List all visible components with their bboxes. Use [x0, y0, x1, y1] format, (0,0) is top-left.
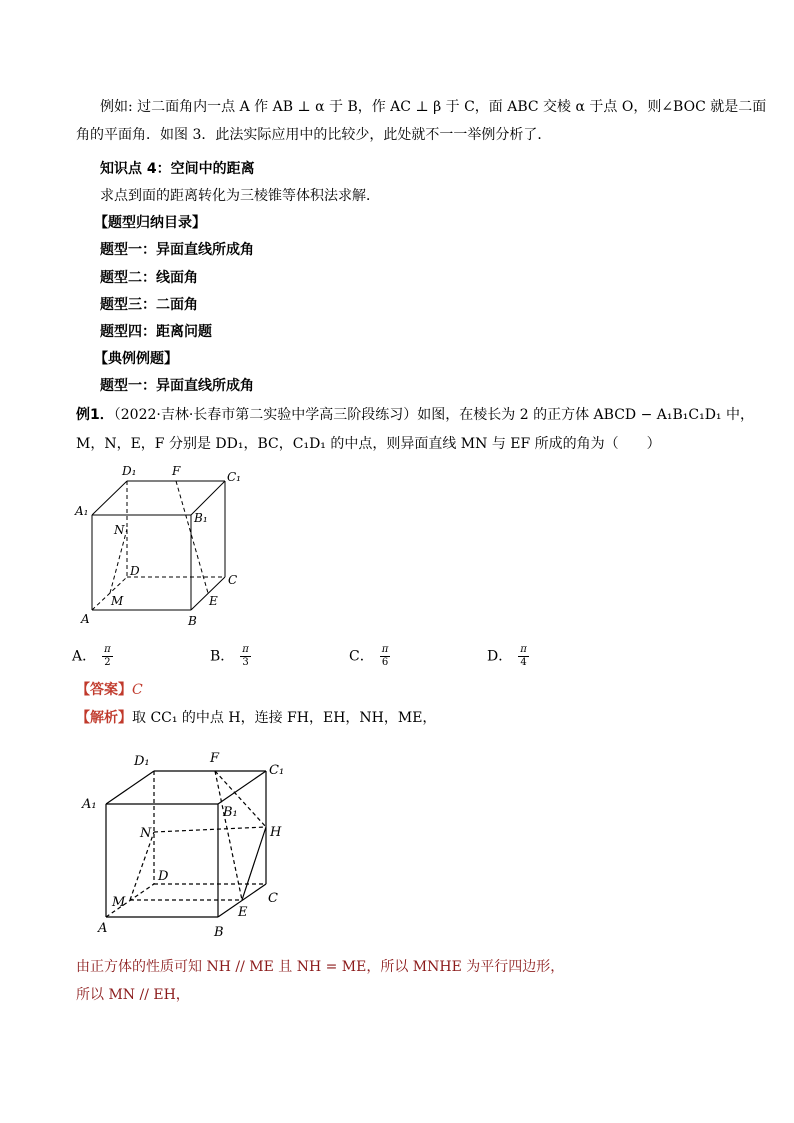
paragraph-line-2: 角的平面角．如图 3．此法实际应用中的比较少，此处就不一一举例分析了．: [76, 127, 552, 143]
label-C1: C₁: [227, 470, 241, 484]
fig2-label-E: E: [238, 905, 248, 920]
analysis-line: [76, 708, 436, 728]
examples-header: 【典例例题】: [94, 351, 178, 367]
label-C: C: [228, 573, 238, 587]
cube-figure-1: [70, 460, 260, 635]
catalog-item-3: 题型三：二面角: [100, 297, 198, 313]
label-B1: B₁: [194, 511, 208, 525]
cube-figure-2: [76, 744, 296, 944]
option-d[interactable]: D． $\frac{\pi}{4}$: [487, 644, 527, 668]
example1-text-1: （2022·吉林·长春市第二实验中学高三阶段练习）如图，在棱长为 2 的正方体 ABCD − A₁B₁C₁D₁ 中，: [113, 407, 754, 423]
fig2-label-D: D: [158, 869, 169, 884]
label-F: F: [172, 464, 181, 478]
type1-heading: 题型一：异面直线所成角: [100, 378, 254, 394]
label-D1: D₁: [122, 464, 137, 478]
answer-value: C: [132, 682, 143, 698]
fig2-label-F: F: [210, 751, 220, 766]
option-c[interactable]: C． $\frac{\pi}{6}$: [349, 644, 389, 668]
label-A: A: [81, 612, 90, 626]
analysis-text: 取 CC₁ 的中点 H，连接 FH，EH，NH，ME，: [132, 710, 437, 726]
analysis-label: 【解析】: [76, 710, 132, 726]
option-b[interactable]: B． $\frac{\pi}{3}$: [210, 644, 249, 668]
fig2-label-A1: A₁: [82, 797, 97, 812]
conclusion-line-2: 所以 MN // EH，: [76, 987, 190, 1003]
knowledge-point-4-text: 求点到面的距离转化为三棱锥等体积法求解．: [100, 188, 380, 204]
fig2-label-B: B: [214, 925, 224, 940]
knowledge-point-4-title: 知识点 4：空间中的距离: [100, 161, 255, 177]
fig2-label-D1: D₁: [134, 754, 150, 769]
catalog-header: 【题型归纳目录】: [94, 215, 206, 231]
fig2-label-A: A: [98, 921, 108, 936]
answer-label: 【答案】: [76, 682, 132, 698]
fig2-label-B1: B₁: [223, 805, 238, 820]
example1-line-1: [76, 405, 754, 425]
catalog-item-1: 题型一：异面直线所成角: [100, 242, 254, 258]
fig2-label-C: C: [268, 891, 278, 906]
catalog-item-2: 题型二：线面角: [100, 270, 198, 286]
paragraph-line-1: 例如: 过二面角内一点 A 作 AB ⊥ α 于 B，作 AC ⊥ β 于 C，面 ABC 交棱 α 于点 O，则∠BOC 就是二面: [100, 99, 767, 115]
example1-label: 例1．: [76, 407, 114, 423]
label-E: E: [209, 594, 218, 608]
fig2-label-M: M: [112, 895, 126, 910]
label-D: D: [130, 564, 140, 578]
example1-line-2: M，N，E，F 分别是 DD₁，BC，C₁D₁ 的中点，则异面直线 MN 与 EF 所成的角为（ ）: [76, 436, 661, 452]
label-B: B: [188, 614, 197, 628]
fig2-label-N: N: [140, 826, 152, 841]
option-a[interactable]: A． $\frac{\pi}{2}$: [72, 644, 111, 668]
label-M: M: [111, 594, 124, 608]
fig2-label-H: H: [270, 825, 282, 840]
fig2-label-C1: C₁: [269, 763, 285, 778]
label-N: N: [114, 523, 125, 537]
catalog-item-4: 题型四：距离问题: [100, 324, 212, 340]
label-A1: A₁: [75, 504, 89, 518]
conclusion-line-1: 由正方体的性质可知 NH // ME 且 NH = ME，所以 MNHE 为平行四边形，: [76, 959, 565, 975]
answer-line: [76, 680, 143, 700]
